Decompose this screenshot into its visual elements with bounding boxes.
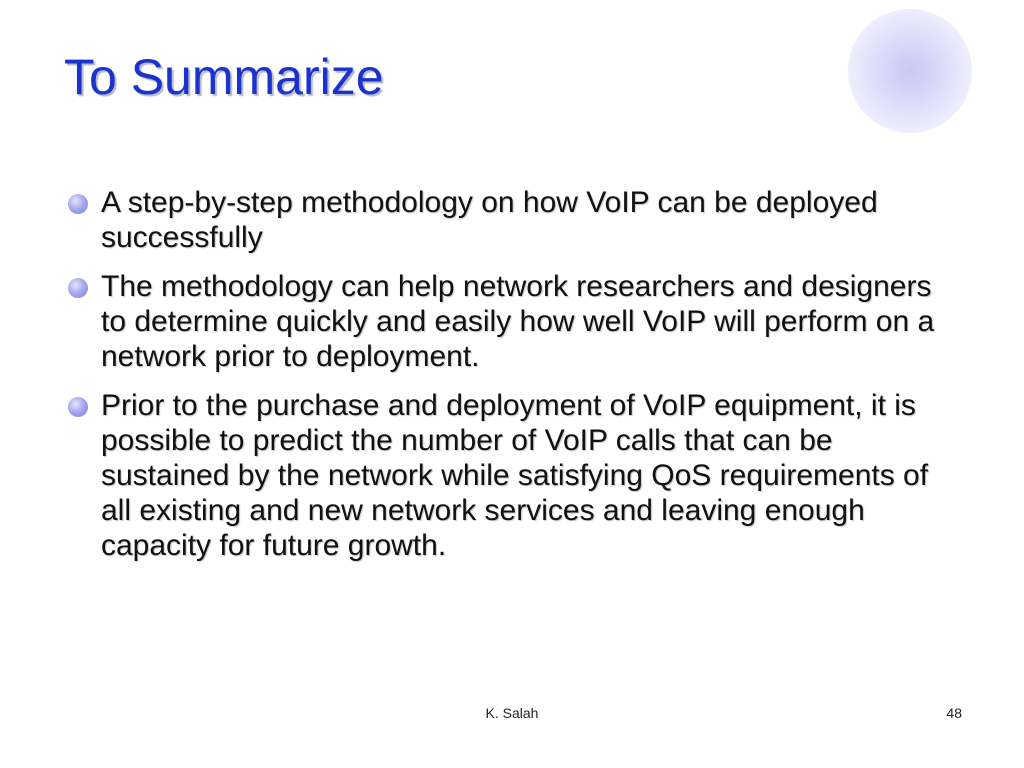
bullet-list bbox=[64, 185, 964, 577]
bullet-item bbox=[64, 269, 964, 374]
bullet-icon bbox=[68, 194, 88, 214]
bullet-text: Prior to the purchase and deployment of VoIP equipment, it is possible to predict the number of VoIP calls that can be sustained by the network while satisfying QoS requirements of all existing and new network services and leaving enough capacity for future growth. bbox=[101, 389, 929, 562]
decorative-circle bbox=[848, 9, 972, 133]
footer-author: K. Salah bbox=[485, 705, 539, 721]
bullet-item bbox=[64, 388, 964, 563]
slide-title: To Summarize bbox=[64, 49, 384, 105]
bullet-icon bbox=[68, 278, 88, 298]
bullet-text: The methodology can help network researchers and designers to determine quickly and easily how well VoIP will perform on a network prior to deployment. bbox=[101, 270, 935, 373]
bullet-text: A step-by-step methodology on how VoIP can be deployed successfully bbox=[101, 186, 878, 254]
bullet-item bbox=[64, 185, 964, 255]
page-number: 48 bbox=[946, 705, 962, 721]
bullet-icon bbox=[68, 397, 88, 417]
